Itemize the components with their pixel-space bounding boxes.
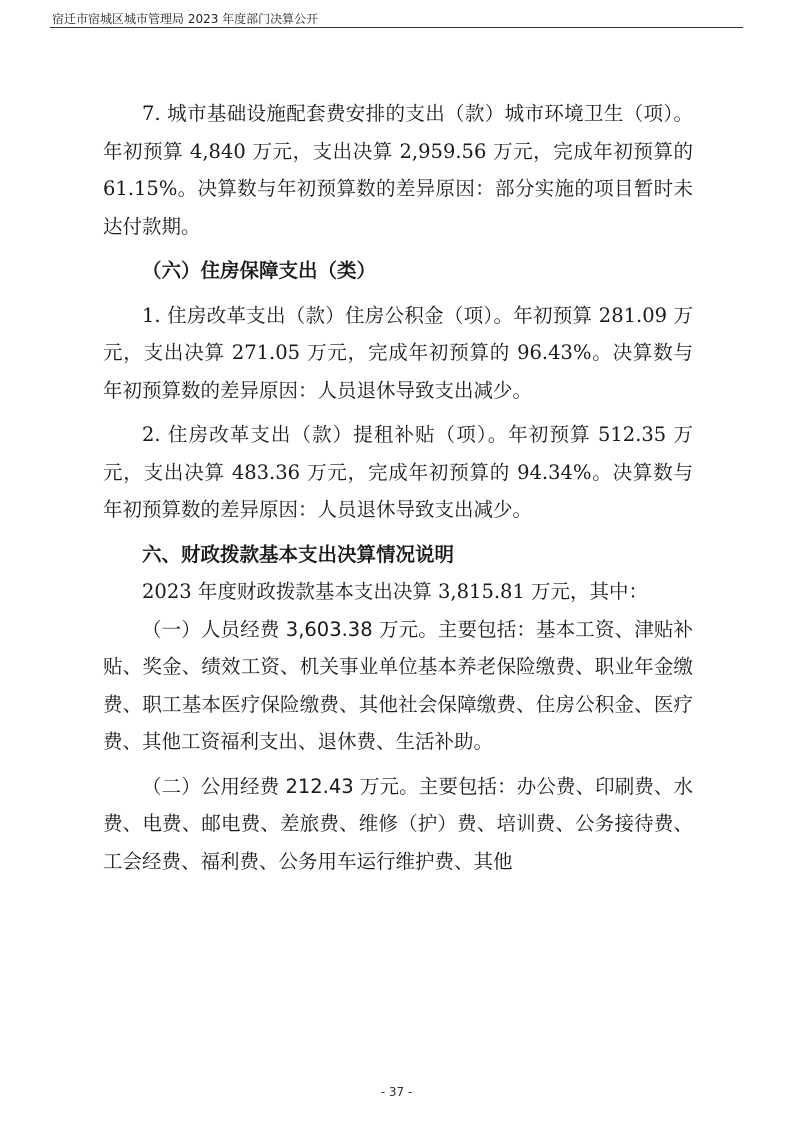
header-divider	[50, 27, 743, 28]
personnel-expenses-text: 主要包括：基本工资、津贴补贴、奖金、绩效工资、机关事业单位基本养老保险缴费、职业年金缴费、职工基本医疗保险缴费、其他社会保障缴费、住房公积金、医疗费、其他工资福利支出、退休费、生活补助。	[103, 617, 693, 753]
public-expenses-lead: （二）公用经费 212.43 万元。	[142, 774, 419, 798]
paragraph-basic-expenditure-total: 2023 年度财政拨款基本支出决算 3,815.81 万元，其中：	[142, 580, 649, 603]
paragraph-rent-subsidy: 2. 住房改革支出（款）提租补贴（项）。年初预算 512.35 万元，支出决算 483.36 万元，完成年初预算的 94.34%。决算数与年初预算数的差异原因：人员退休导致支出减少。	[103, 423, 693, 521]
document-body	[103, 95, 693, 880]
paragraph-housing-fund: 1. 住房改革支出（款）住房公积金（项）。年初预算 281.09 万元，支出决算 271.05 万元，完成年初预算的 96.43%。决算数与年初预算数的差异原因：人员退休导致支出减少。	[103, 303, 693, 402]
paragraph-personnel-expenses	[103, 611, 693, 761]
paragraph-item-7-urban-sanitation: 7. 城市基础设施配套费安排的支出（款）城市环境卫生（项）。年初预算 4,840 万元，支出决算 2,959.56 万元，完成年初预算的 61.15%。决算数与年初预算数的差异原因：部分实施的项目暂时未达付款期。	[103, 102, 693, 238]
public-expenses-text: 主要包括：办公费、印刷费、水费、电费、邮电费、差旅费、维修（护）费、培训费、公务接待费、工会经费、福利费、公务用车运行维护费、其他	[103, 774, 693, 873]
page-number: - 37 -	[380, 1085, 413, 1099]
section-heading-basic-expenditure: 六、财政拨款基本支出决算情况说明	[142, 542, 455, 566]
section-heading-housing: （六）住房保障支出（类）	[142, 259, 377, 282]
personnel-expenses-lead: （一）人员经费 3,603.38 万元。	[142, 617, 438, 641]
paragraph-public-expenses	[103, 768, 693, 881]
page-header: 宿迁市宿城区城市管理局 2023 年度部门决算公开	[52, 12, 319, 26]
